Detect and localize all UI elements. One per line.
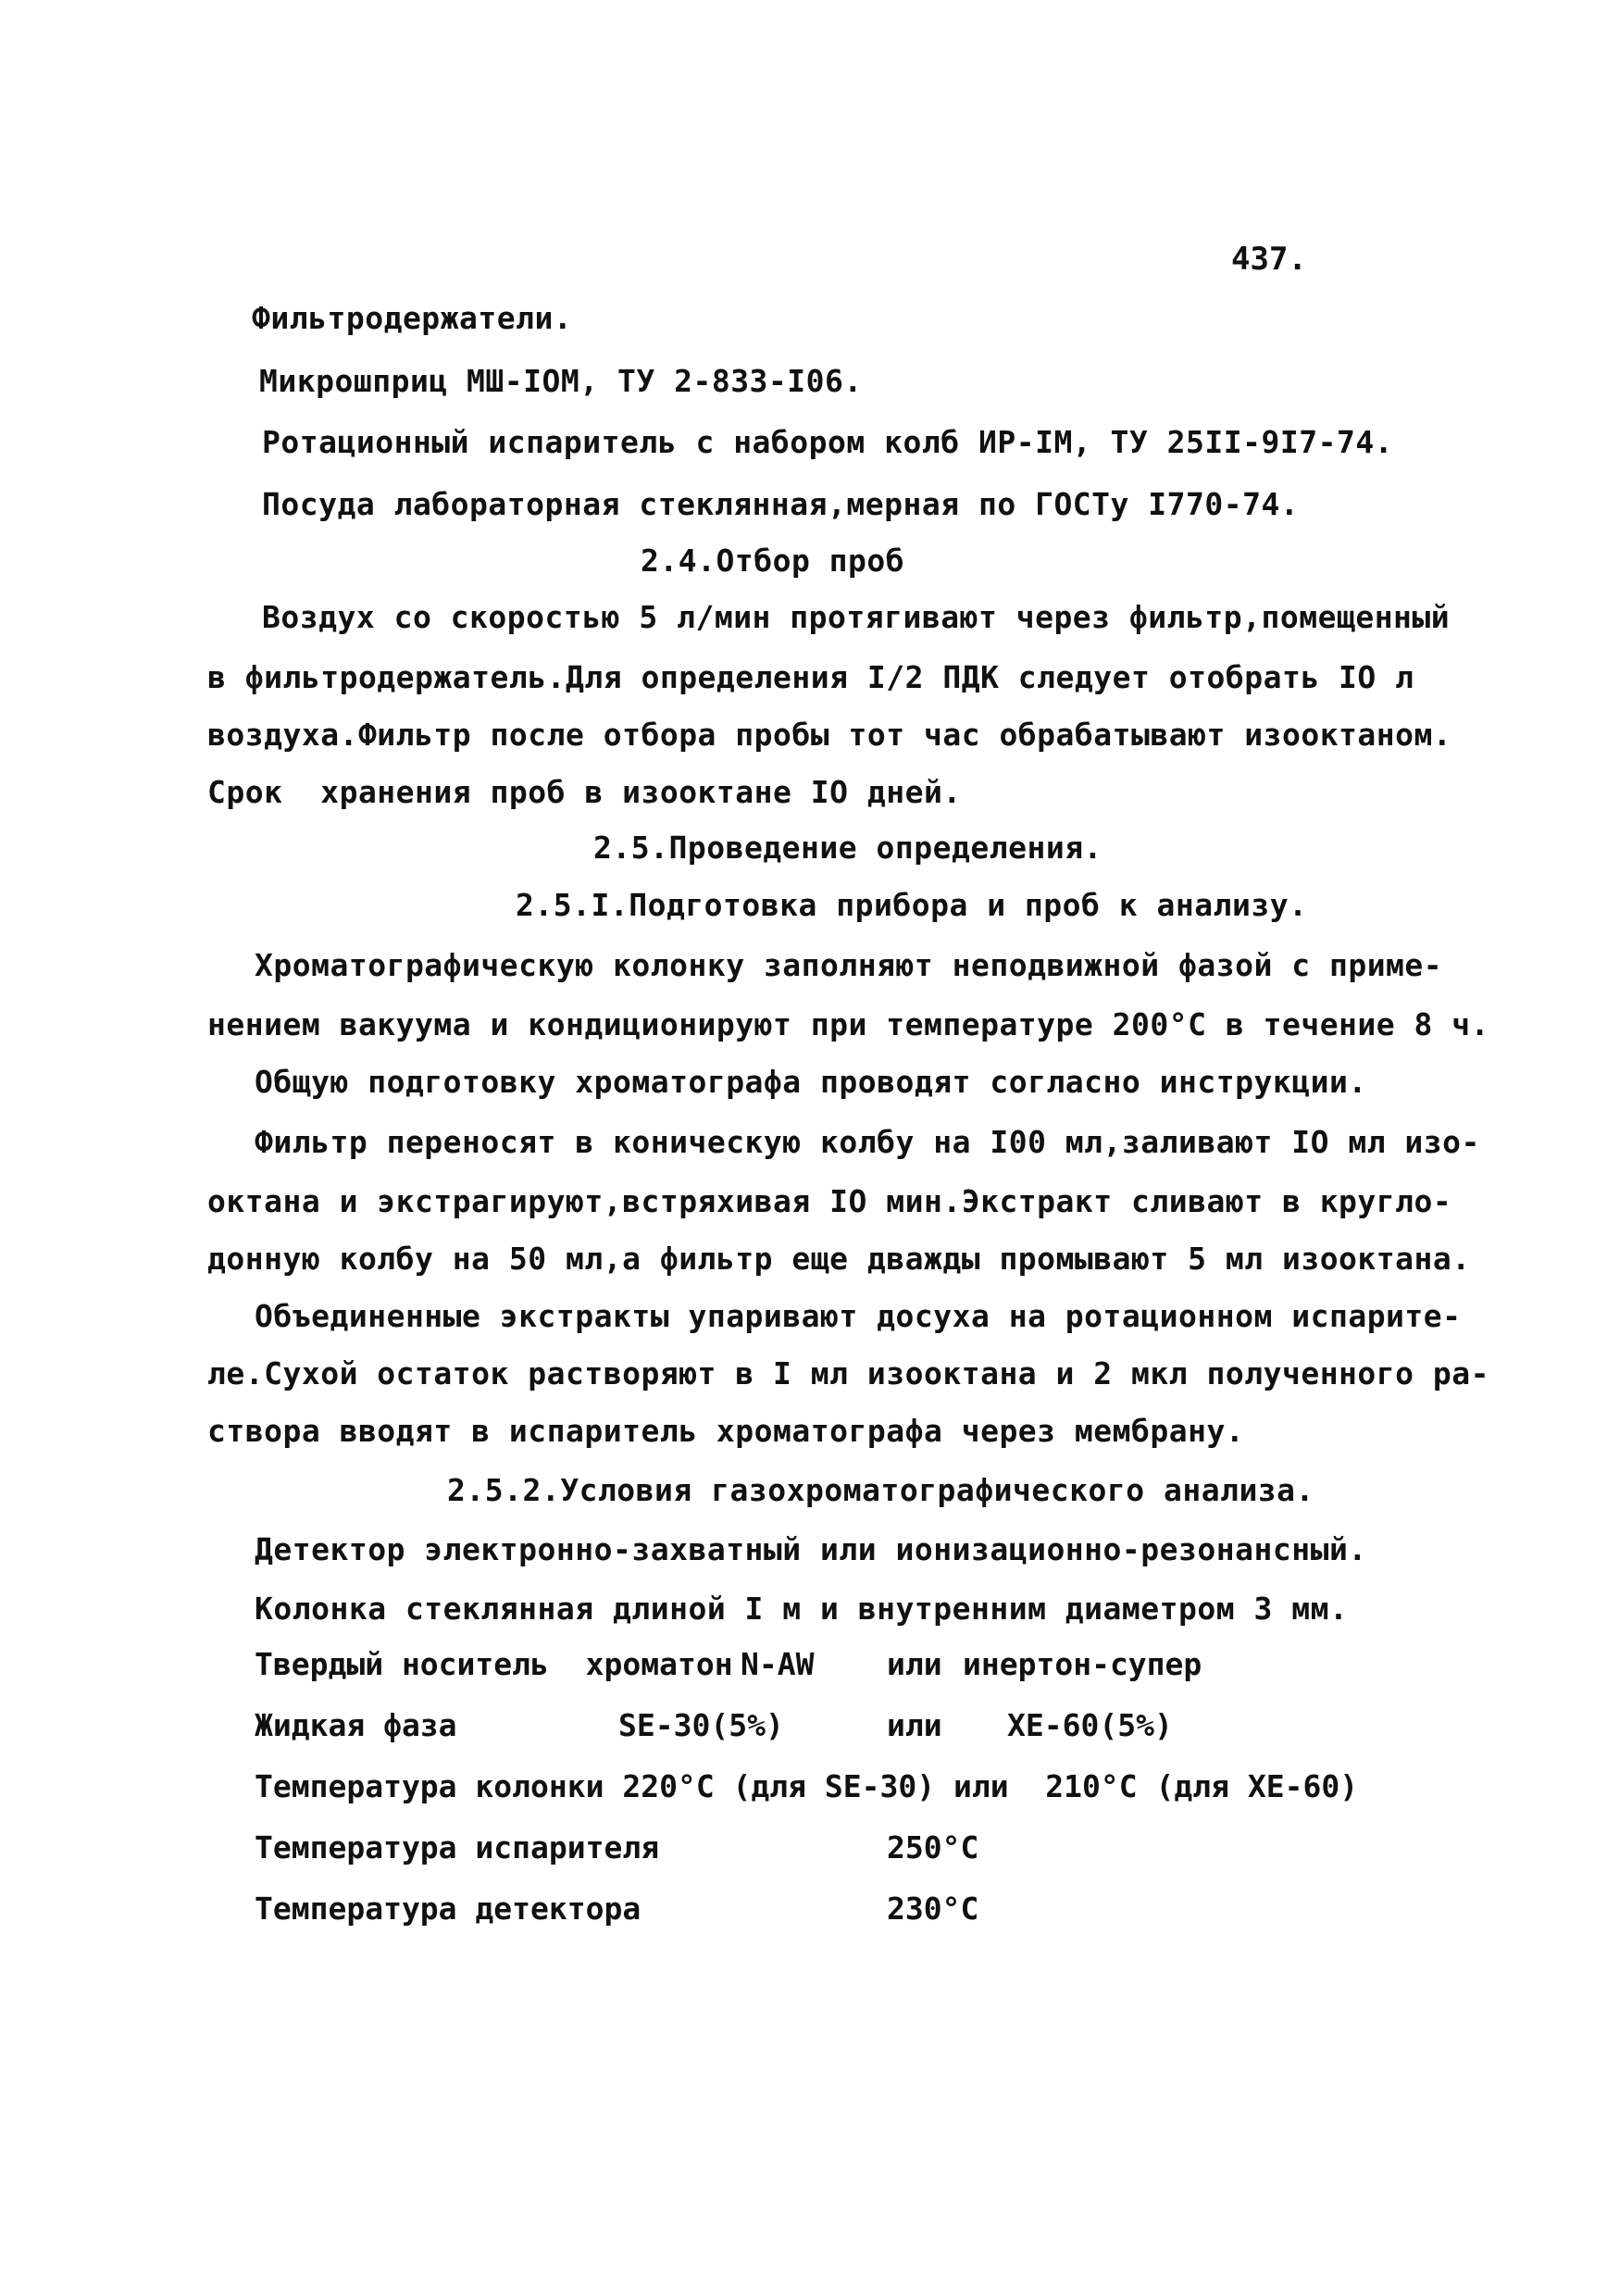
text-line: Посуда лабораторная стеклянная,мерная по ГОСТу I770-74.	[262, 486, 1300, 522]
text-line: октана и экстрагируют,встряхивая IO мин.Экстракт сливают в кругло-	[207, 1183, 1452, 1219]
text-line: ле.Сухой остаток растворяют в I мл изооктана и 2 мкл полученного ра-	[207, 1355, 1490, 1391]
condition-alternative: XE-60(5%)	[1007, 1707, 1173, 1743]
text-line: воздуха.Фильтр после отбора пробы тот час обрабатывают изооктаном.	[207, 717, 1452, 753]
text-line: Фильтродержатели.	[252, 300, 573, 336]
condition-label: Температура колонки 220°С (для SE-30) или 210°С (для XE-60)	[255, 1768, 1359, 1804]
text-line: в фильтродержатель.Для определения I/2 ПДК следует отобрать IO л	[207, 659, 1414, 695]
text-line: Колонка стеклянная длиной I м и внутренним диаметром 3 мм.	[255, 1591, 1349, 1627]
text-line: Объединенные экстракты упаривают досуха на ротационном испарите-	[255, 1298, 1462, 1334]
text-line: донную колбу на 50 мл,а фильтр еще дважды промывают 5 мл изооктана.	[207, 1241, 1471, 1277]
condition-label: Жидкая фаза	[255, 1707, 457, 1743]
subsection-heading: 2.5.2.Условия газохроматографического анализа.	[447, 1472, 1314, 1508]
text-line: Детектор электронно-захватный или ионизационно-резонансный.	[255, 1531, 1367, 1567]
condition-value: 250°С	[887, 1829, 979, 1866]
condition-label: Температура детектора	[255, 1890, 642, 1927]
text-line: Общую подготовку хроматографа проводят согласно инструкции.	[255, 1064, 1367, 1100]
text-line: нением вакуума и кондиционируют при температуре 200°С в течение 8 ч.	[207, 1006, 1490, 1042]
text-line: Фильтр переносят в коническую колбу на I00 мл,заливают IO мл изо-	[255, 1124, 1480, 1160]
condition-separator: или	[887, 1646, 942, 1682]
page-number: 437.	[1231, 241, 1307, 278]
condition-alternative: инертон-супер	[963, 1646, 1202, 1682]
text-line: Срок хранения проб в изооктане IO дней.	[207, 774, 962, 810]
subsection-heading: 2.5.I.Подготовка прибора и проб к анализу.	[516, 887, 1308, 923]
condition-label: Температура испарителя	[255, 1829, 660, 1866]
text-line: Ротационный испаритель с набором колб ИР-IM, ТУ 25II-9I7-74.	[262, 424, 1394, 460]
condition-value: SE-30(5%)	[618, 1707, 784, 1743]
text-line: Хроматографическую колонку заполняют неподвижной фазой с приме-	[255, 947, 1443, 983]
condition-value: N-AW	[741, 1646, 815, 1682]
condition-label: Твердый носитель хроматон	[255, 1646, 733, 1682]
text-line: Микрошприц МШ-IOM, ТУ 2-833-I06.	[259, 363, 863, 399]
text-line: Воздух со скоростью 5 л/мин протягивают через фильтр,помещенный	[262, 599, 1451, 635]
section-heading: 2.5.Проведение определения.	[593, 830, 1102, 866]
condition-separator: или	[887, 1707, 942, 1743]
section-heading: 2.4.Отбор проб	[641, 543, 905, 579]
condition-value: 230°С	[887, 1890, 979, 1927]
text-line: створа вводят в испаритель хроматографа через мембрану.	[207, 1413, 1245, 1449]
